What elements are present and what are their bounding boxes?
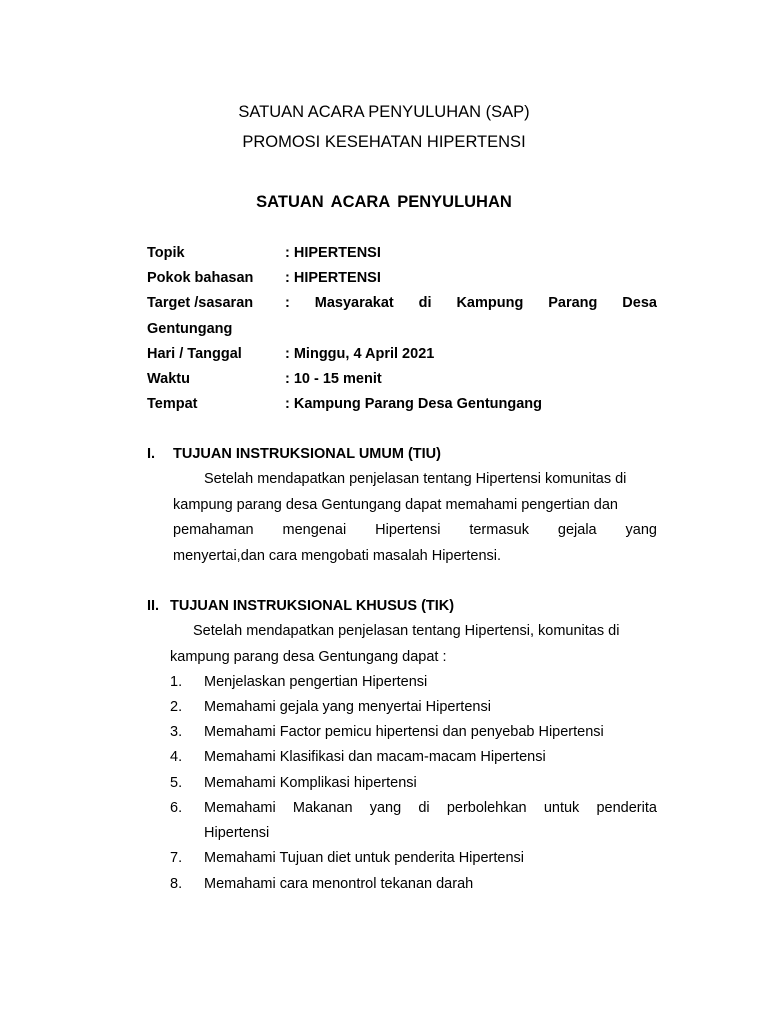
list-item	[204, 800, 657, 816]
section-heading-tik: TUJUAN INSTRUKSIONAL KHUSUS (TIK)	[170, 598, 455, 614]
list-number: 7.	[170, 850, 183, 866]
list-item: Memahami Factor pemicu hipertensi dan penyebab Hipertensi	[204, 724, 604, 740]
list-number: 3.	[170, 724, 183, 740]
info-label: Pokok bahasan	[147, 270, 254, 286]
list-item: Memahami Klasifikasi dan macam-macam Hipertensi	[204, 749, 546, 765]
word: yang	[369, 800, 402, 816]
paragraph-line	[173, 522, 657, 538]
word: di	[418, 800, 430, 816]
list-number: 5.	[170, 775, 183, 791]
info-row-target	[147, 295, 657, 315]
word: gejala	[557, 522, 597, 538]
word: Kampung	[456, 295, 524, 311]
list-number: 2.	[170, 699, 183, 715]
info-value: : HIPERTENSI	[285, 245, 381, 261]
list-item: Menjelaskan pengertian Hipertensi	[204, 674, 428, 690]
word: pemahaman	[173, 522, 254, 538]
word: yang	[625, 522, 657, 538]
word: Hipertensi	[375, 522, 441, 538]
info-label: Hari / Tanggal	[147, 346, 242, 362]
paragraph-line: Setelah mendapatkan penjelasan tentang Hipertensi komunitas di	[204, 471, 627, 487]
info-value: : Minggu, 4 April 2021	[285, 346, 435, 362]
section-number: II.	[147, 598, 160, 614]
info-value	[285, 295, 657, 311]
info-label: Waktu	[147, 371, 190, 387]
paragraph-line: Setelah mendapatkan penjelasan tentang Hipertensi, komunitas di	[193, 623, 620, 639]
word: Desa	[622, 295, 657, 311]
info-value: : 10 - 15 menit	[285, 371, 382, 387]
section-heading-tiu: TUJUAN INSTRUKSIONAL UMUM (TIU)	[173, 446, 441, 462]
list-item: Memahami Tujuan diet untuk penderita Hipertensi	[204, 850, 524, 866]
info-value: : HIPERTENSI	[285, 270, 381, 286]
paragraph-line: kampung parang desa Gentungang dapat memahami pengertian dan	[173, 497, 618, 513]
word: Parang	[548, 295, 598, 311]
list-number: 1.	[170, 674, 183, 690]
list-item-continuation: Hipertensi	[204, 825, 270, 841]
document-title: SATUAN ACARA PENYULUHAN (SAP)	[238, 103, 530, 121]
word: Makanan	[292, 800, 353, 816]
word: perbolehkan	[446, 800, 527, 816]
list-number: 4.	[170, 749, 183, 765]
list-number: 8.	[170, 876, 183, 892]
document-subtitle: SATUAN ACARA PENYULUHAN	[256, 193, 512, 211]
section-number: I.	[147, 446, 156, 462]
info-value: : Kampung Parang Desa Gentungang	[285, 396, 542, 412]
info-label: Target /sasaran	[147, 295, 254, 311]
word: penderita	[596, 800, 657, 816]
list-number: 6.	[170, 800, 183, 816]
word: untuk	[543, 800, 580, 816]
list-item: Memahami cara menontrol tekanan darah	[204, 876, 474, 892]
info-label: Topik	[147, 245, 185, 261]
word: Masyarakat	[314, 295, 394, 311]
paragraph-line: menyertai,dan cara mengobati masalah Hipertensi.	[173, 548, 502, 564]
word: :	[285, 295, 290, 311]
word: Memahami	[204, 800, 276, 816]
word: termasuk	[469, 522, 529, 538]
word: mengenai	[282, 522, 347, 538]
word: di	[418, 295, 432, 311]
info-label: Tempat	[147, 396, 198, 412]
paragraph-line: kampung parang desa Gentungang dapat :	[170, 649, 447, 665]
list-item: Memahami gejala yang menyertai Hipertensi	[204, 699, 491, 715]
list-item: Memahami Komplikasi hipertensi	[204, 775, 417, 791]
document-title-line2: PROMOSI KESEHATAN HIPERTENSI	[242, 133, 526, 151]
info-value-continuation: Gentungang	[147, 321, 233, 337]
